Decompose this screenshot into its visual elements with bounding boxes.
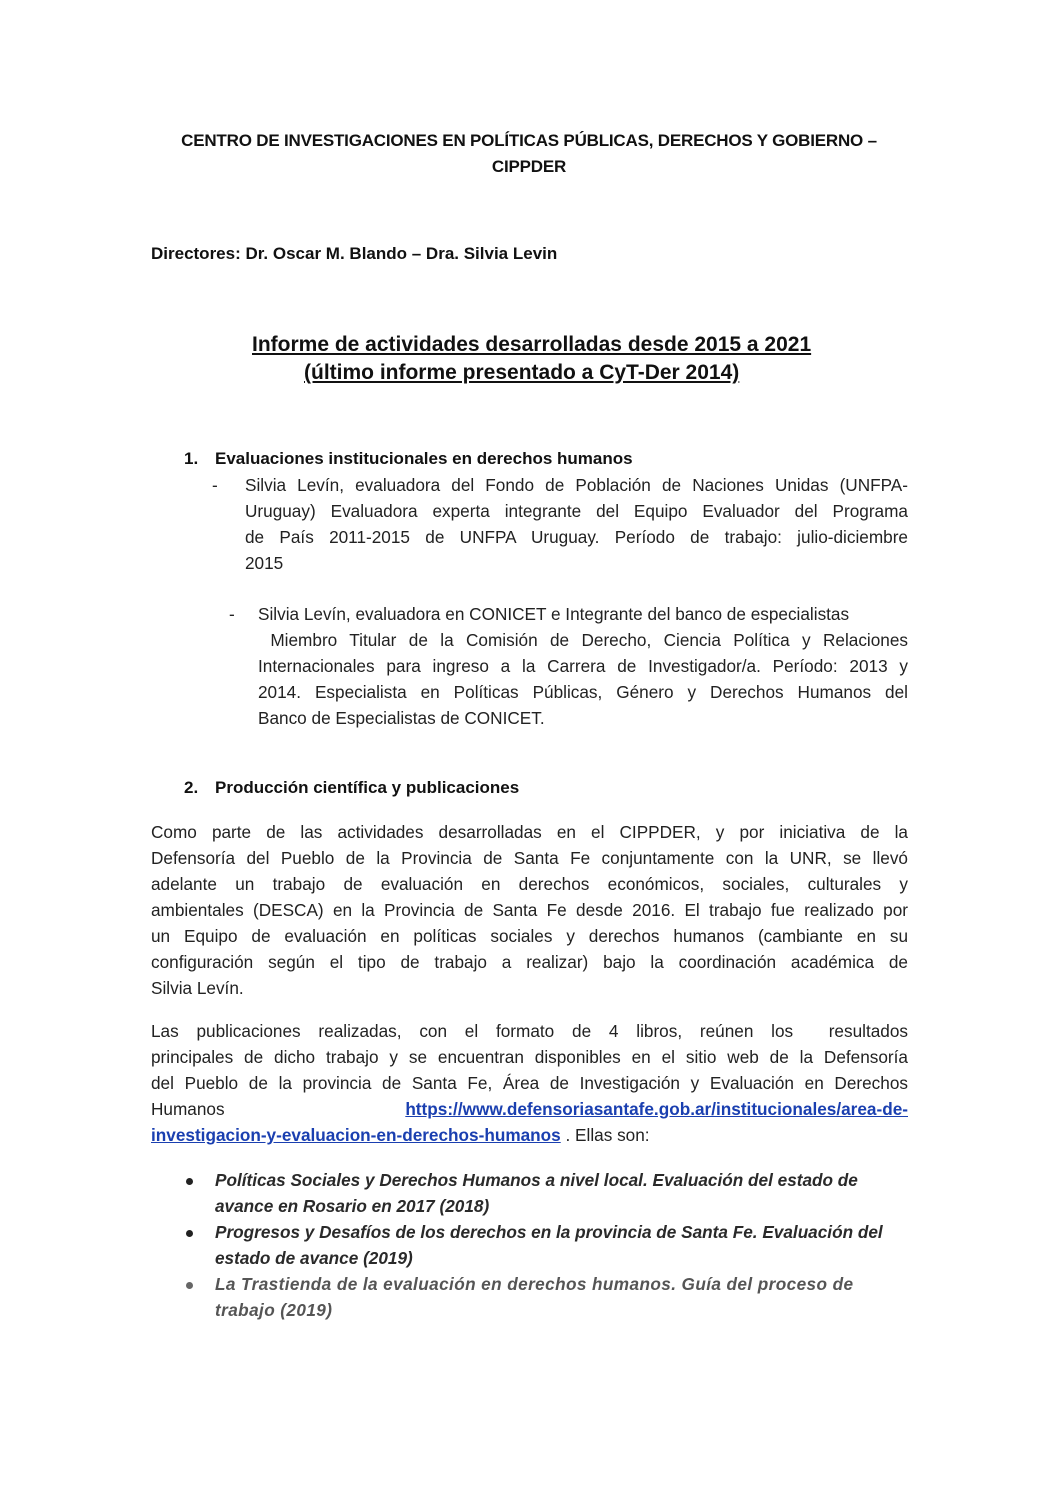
desca-paragraph <box>151 819 908 1001</box>
report-title <box>150 331 908 387</box>
list-item <box>184 1219 908 1271</box>
publications-paragraph <box>151 1018 908 1148</box>
defensoria-link-part2[interactable]: investigacion-y-evaluacion-en-derechos-humanos <box>151 1125 561 1145</box>
evaluation-item-unfpa <box>212 472 908 576</box>
link-trailing-text: . Ellas son: <box>560 1125 650 1145</box>
section1-number: 1. <box>184 449 199 468</box>
item-line: de País 2011-2015 de UNFPA Uruguay. Período de trabajo: julio-diciembre <box>245 527 908 547</box>
section2-heading-text: Producción científica y publicaciones <box>215 778 520 797</box>
book-title: Políticas Sociales y Derechos Humanos a nivel local. Evaluación del estado de avance en Rosario en 2017 (2018) <box>215 1170 858 1216</box>
list-item <box>184 1271 908 1323</box>
item-line: Silvia Levín, evaluadora del Fondo de Población de Naciones Unidas (UNFPA- <box>245 475 908 495</box>
defensoria-link-part1[interactable]: https://www.defensoriasantafe.gob.ar/institucionales/area-de- <box>405 1099 908 1119</box>
paragraph-line: Silvia Levín. <box>151 978 244 998</box>
report-title-line2: (último informe presentado a CyT-Der 2014) <box>304 361 740 384</box>
paragraph-line <box>151 1096 908 1122</box>
paragraph-line: del Pueblo de la provincia de Santa Fe, Área de Investigación y Evaluación en Derechos <box>151 1073 908 1093</box>
dash-marker: - <box>212 475 218 495</box>
directors-line: Directores: Dr. Oscar M. Blando – Dra. Silvia Levin <box>151 244 558 263</box>
paragraph-line: Como parte de las actividades desarrolladas en el CIPPDER, y por iniciativa de la <box>151 822 908 842</box>
paragraph-line: un Equipo de evaluación en políticas sociales y derechos humanos (cambiante en su <box>151 926 908 946</box>
center-title <box>150 128 908 180</box>
paragraph-line: Defensoría del Pueblo de la Provincia de Santa Fe conjuntamente con la UNR, se llevó <box>151 848 908 868</box>
paragraph-line: principales de dicho trabajo y se encuentran disponibles en el sitio web de la Defensoría <box>151 1047 908 1067</box>
bullet-icon <box>186 1178 193 1185</box>
paragraph-line <box>151 1122 908 1148</box>
center-title-line1: CENTRO DE INVESTIGACIONES EN POLÍTICAS PÚBLICAS, DERECHOS Y GOBIERNO – <box>181 131 877 150</box>
paragraph-line: ambientales (DESCA) en la Provincia de Santa Fe desde 2016. El trabajo fue realizado por <box>151 900 908 920</box>
dash-marker: - <box>229 604 235 624</box>
paragraph-line: adelante un trabajo de evaluación en derechos económicos, sociales, culturales y <box>151 874 908 894</box>
item-line: Banco de Especialistas de CONICET. <box>258 708 545 728</box>
bullet-icon <box>186 1282 193 1289</box>
report-title-line1: Informe de actividades desarrolladas desde 2015 a 2021 <box>252 333 812 356</box>
paragraph-line: configuración según el tipo de trabajo a realizar) bajo la coordinación académica de <box>151 952 908 972</box>
book-title: Progresos y Desafíos de los derechos en la provincia de Santa Fe. Evaluación del estado de avance (2019) <box>215 1222 883 1268</box>
item-line: Silvia Levín, evaluadora en CONICET e Integrante del banco de especialistas <box>258 604 850 624</box>
bullet-icon <box>186 1230 193 1237</box>
item-line: Miembro Titular de la Comisión de Derecho, Ciencia Política y Relaciones <box>258 630 908 650</box>
section1-heading <box>184 447 633 471</box>
center-title-line2: CIPPDER <box>491 157 567 176</box>
book-title: La Trastienda de la evaluación en derechos humanos. Guía del proceso de trabajo (2019) <box>215 1274 854 1320</box>
section1-heading-text: Evaluaciones institucionales en derechos humanos <box>215 449 633 468</box>
item-line: Internacionales para ingreso a la Carrera de Investigador/a. Período: 2013 y <box>258 656 908 676</box>
item-line: 2014. Especialista en Políticas Públicas, Género y Derechos Humanos del <box>258 682 908 702</box>
paragraph-line: Las publicaciones realizadas, con el formato de 4 libros, reúnen los resultados <box>151 1021 908 1041</box>
humanos-word: Humanos <box>151 1099 225 1119</box>
publications-list <box>184 1167 908 1323</box>
item-line: 2015 <box>245 553 284 573</box>
evaluation-item-conicet <box>229 601 908 731</box>
list-item <box>184 1167 908 1219</box>
item-line: Uruguay) Evaluadora experta integrante del Equipo Evaluador del Programa <box>245 501 908 521</box>
section2-number: 2. <box>184 778 199 797</box>
section2-heading <box>184 776 519 800</box>
